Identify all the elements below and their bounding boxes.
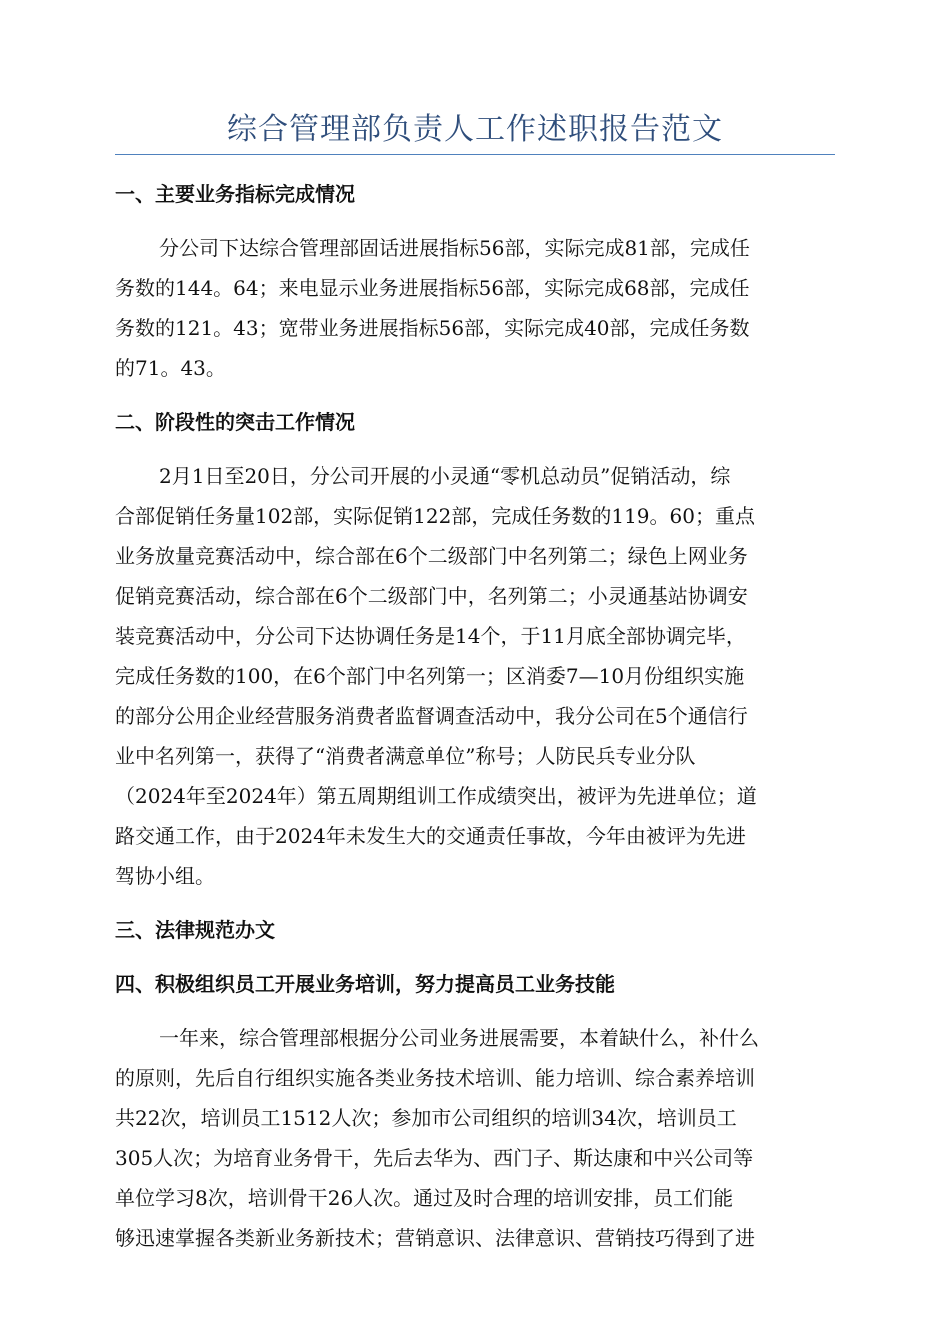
paragraph-line: 305人次；为培育业务骨干，先后去华为、西门子、斯达康和中兴公司等 (115, 1146, 754, 1170)
section-heading-1: 一、主要业务指标完成情况 (115, 182, 355, 206)
section-paragraph-1 (115, 228, 835, 388)
paragraph-line: 合部促销任务量102部，实际促销122部，完成任务数的119。60；重点 (115, 504, 755, 528)
title-underline (115, 154, 835, 155)
paragraph-line: 一年来，综合管理部根据分公司业务进展需要，本着缺什么，补什么 (159, 1026, 759, 1050)
document-title: 综合管理部负责人工作述职报告范文 (227, 112, 723, 147)
paragraph-line: 单位学习8次，培训骨干26人次。通过及时合理的培训安排，员工们能 (115, 1186, 734, 1210)
section-paragraph-4 (115, 1018, 835, 1258)
section-heading-2: 二、阶段性的突击工作情况 (115, 410, 355, 434)
paragraph-line: 完成任务数的100，在6个部门中名列第一；区消委7—10月份组织实施 (115, 664, 745, 688)
paragraph-line: 促销竞赛活动，综合部在6个二级部门中，名列第二；小灵通基站协调安 (115, 584, 748, 608)
paragraph-line: 的71。43。 (115, 356, 226, 380)
section-paragraph-2 (115, 456, 835, 896)
paragraph-line: 驾协小组。 (115, 864, 215, 888)
document-body (115, 174, 835, 1272)
paragraph-line: 务数的121。43；宽带业务进展指标56部，实际完成40部，完成任务数 (115, 316, 750, 340)
paragraph-line: 的原则，先后自行组织实施各类业务技术培训、能力培训、综合素养培训 (115, 1066, 755, 1090)
paragraph-line: 务数的144。64；来电显示业务进展指标56部，实际完成68部，完成任 (115, 276, 750, 300)
paragraph-line: 业务放量竞赛活动中，综合部在6个二级部门中名列第二；绿色上网业务 (115, 544, 748, 568)
section-heading-4: 四、积极组织员工开展业务培训，努力提高员工业务技能 (115, 972, 615, 996)
paragraph-line: 2月1日至20日，分公司开展的小灵通“零机总动员”促销活动，综 (159, 464, 731, 488)
paragraph-line: 路交通工作，由于2024年未发生大的交通责任事故，今年由被评为先进 (115, 824, 746, 848)
paragraph-line: 共22次，培训员工1512人次；参加市公司组织的培训34次，培训员工 (115, 1106, 737, 1130)
paragraph-line: 装竞赛活动中，分公司下达协调任务是14个，于11月底全部协调完毕， (115, 624, 746, 648)
paragraph-line: 业中名列第一，获得了“消费者满意单位”称号；人防民兵专业分队 (115, 744, 696, 768)
paragraph-line: 分公司下达综合管理部固话进展指标56部，实际完成81部，完成任 (159, 236, 750, 260)
section-heading-3: 三、法律规范办文 (115, 918, 275, 942)
document-page (115, 0, 835, 1344)
paragraph-line: 够迅速掌握各类新业务新技术；营销意识、法律意识、营销技巧得到了进 (115, 1226, 755, 1250)
paragraph-line: （2024年至2024年）第五周期组训工作成绩突出，被评为先进单位；道 (115, 784, 757, 808)
paragraph-line: 的部分公用企业经营服务消费者监督调查活动中，我分公司在5个通信行 (115, 704, 748, 728)
